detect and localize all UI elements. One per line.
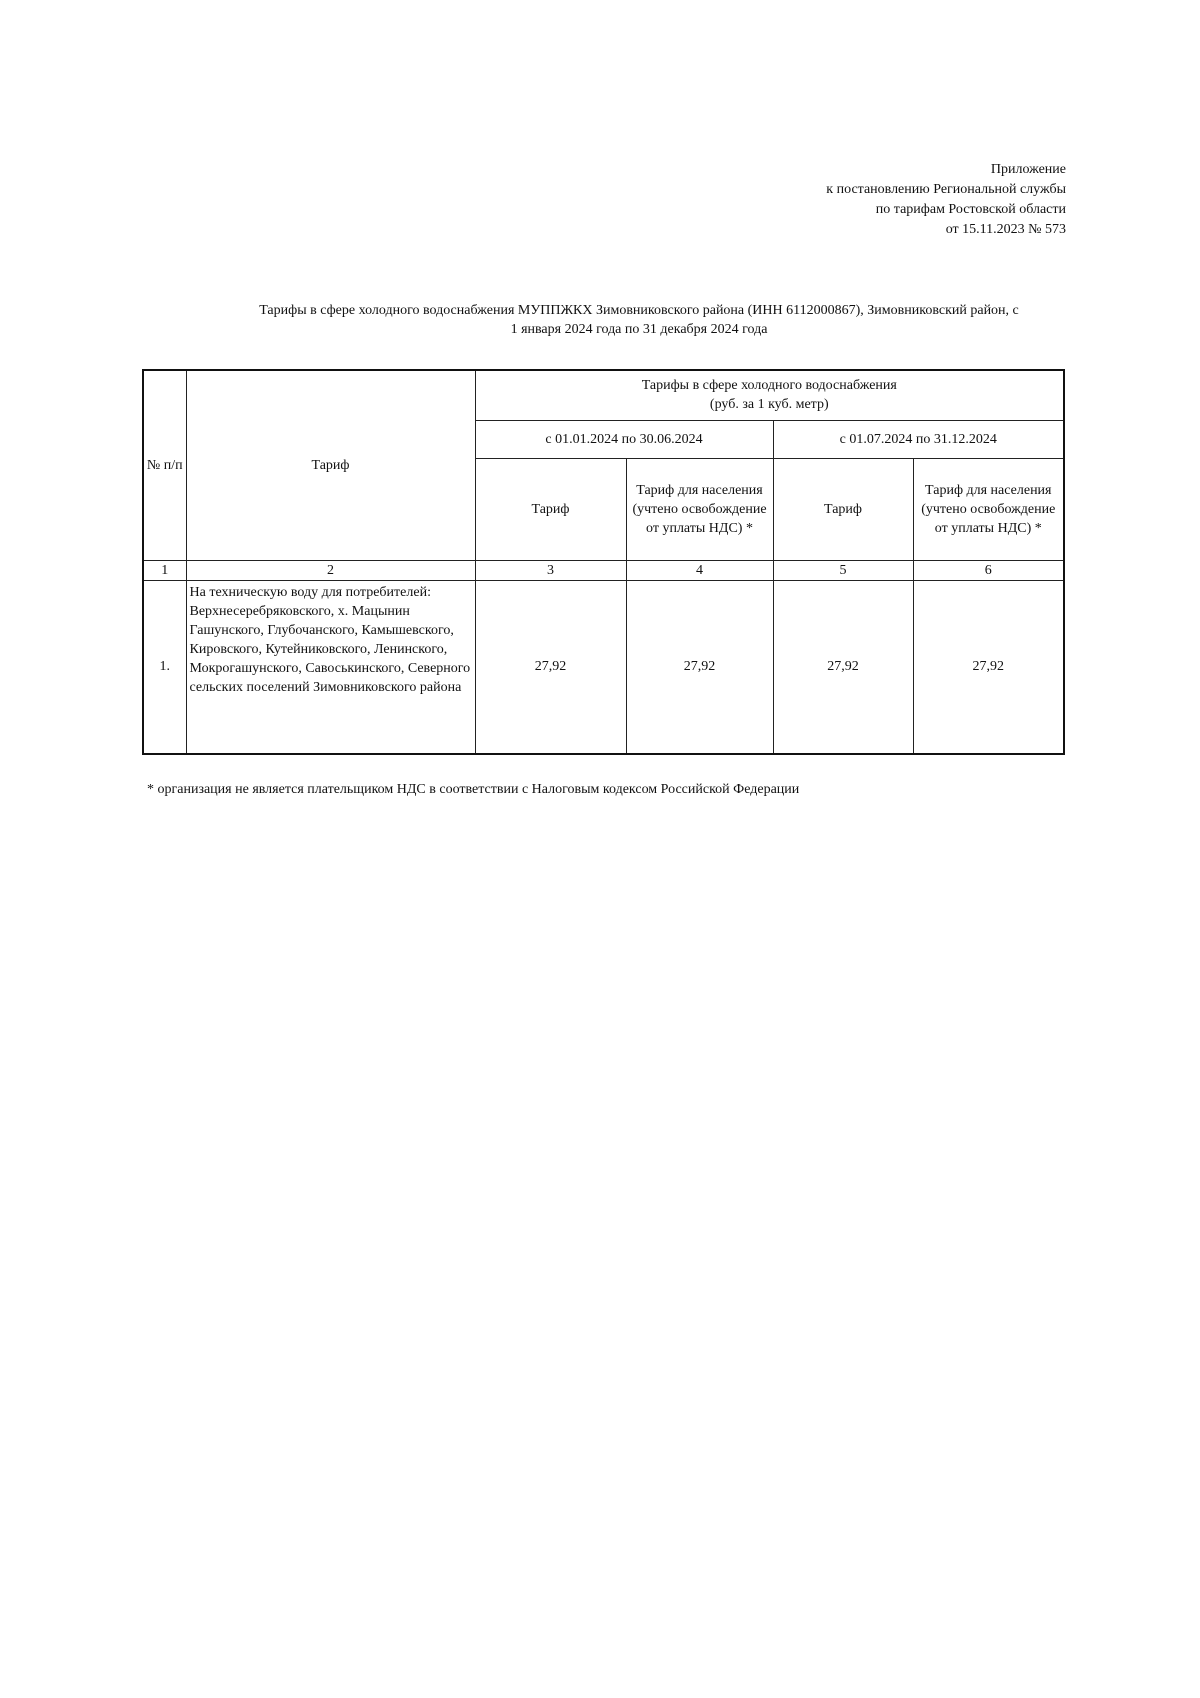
appendix-header — [826, 160, 1066, 240]
row-value-population-2: 27,92 — [913, 580, 1064, 754]
header-col-tariff-1: Тариф — [475, 458, 626, 560]
column-number: 5 — [773, 560, 913, 580]
tariff-table — [142, 369, 1065, 755]
row-description: На техническую воду для потребителей: Верхнесеребряковского, х. Мацынин Гашунского, Глубочанского, Камышевского, Кировского, Кутейниковского, Ленинского, Мокрогашунского, Савоськинского, Северного сельских поселений Зимовниковского района — [186, 580, 475, 754]
column-number: 4 — [626, 560, 773, 580]
row-value-tariff-2: 27,92 — [773, 580, 913, 754]
column-number: 1 — [143, 560, 186, 580]
header-period-2: с 01.07.2024 по 31.12.2024 — [773, 420, 1064, 458]
appendix-line: Приложение — [990, 162, 1066, 177]
appendix-line: по тарифам Ростовской области — [875, 202, 1066, 217]
appendix-line: к постановлению Региональной службы — [826, 182, 1066, 197]
footnote: * организация не является плательщиком НДС в соответствии с Налоговым кодексом Российской Федерации — [147, 782, 800, 797]
row-value-tariff-1: 27,92 — [475, 580, 626, 754]
header-group — [475, 370, 1064, 420]
column-number: 6 — [913, 560, 1064, 580]
document-title-line: Тарифы в сфере холодного водоснабжения МУППЖКХ Зимовниковского района (ИНН 6112000867), Зимовниковский район, с — [259, 303, 1019, 318]
header-tariff: Тариф — [186, 370, 475, 560]
header-period-1: с 01.01.2024 по 30.06.2024 — [475, 420, 773, 458]
header-col-tariff-2: Тариф — [773, 458, 913, 560]
appendix-line: от 15.11.2023 № 573 — [945, 222, 1066, 237]
column-number: 2 — [186, 560, 475, 580]
table-row — [143, 580, 1064, 754]
document-title-line: 1 января 2024 года по 31 декабря 2024 года — [510, 322, 768, 337]
document-title — [220, 301, 1058, 339]
row-value-population-1: 27,92 — [626, 580, 773, 754]
header-col-population-2: Тариф для населения (учтено освобождение от уплаты НДС) * — [913, 458, 1064, 560]
row-num: 1. — [143, 580, 186, 754]
header-group-title: Тарифы в сфере холодного водоснабжения — [641, 378, 897, 394]
header-num: № п/п — [143, 370, 186, 560]
column-number: 3 — [475, 560, 626, 580]
header-group-unit: (руб. за 1 куб. метр) — [709, 397, 829, 413]
header-col-population-1: Тариф для населения (учтено освобождение от уплаты НДС) * — [626, 458, 773, 560]
